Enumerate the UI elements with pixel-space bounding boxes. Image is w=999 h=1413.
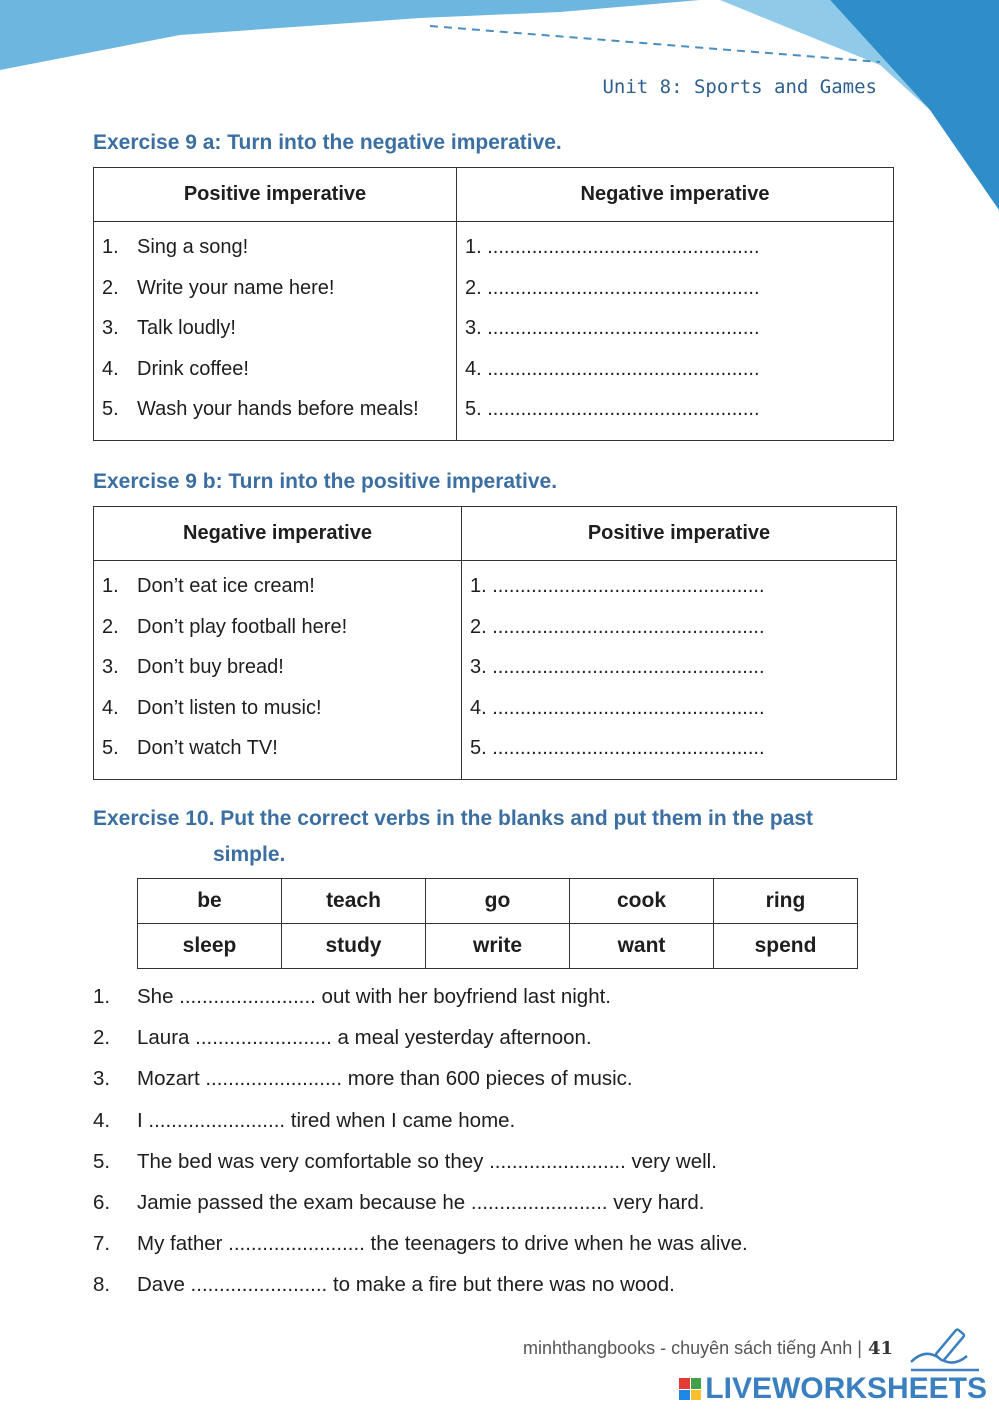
- answers-cell: [457, 222, 894, 441]
- list-item: 2. Don’t play football here!: [102, 615, 348, 638]
- answer-blank[interactable]: 2. .................................................: [465, 276, 760, 299]
- liveworksheets-logo[interactable]: [679, 1372, 987, 1406]
- exercise-9b-heading: Exercise 9 b: Turn into the positive imperative.: [93, 470, 558, 493]
- sentence-item[interactable]: 7. My father ........................ the teenagers to drive when he was alive.: [93, 1232, 748, 1256]
- verb-cell: write: [426, 924, 570, 969]
- answers-cell: [462, 561, 897, 780]
- page-number: 41: [867, 1338, 893, 1359]
- list-item: 4. Drink coffee!: [102, 357, 249, 380]
- answer-blank[interactable]: 4. .................................................: [465, 357, 760, 380]
- sentence-item[interactable]: 1. She ........................ out with her boyfriend last night.: [93, 985, 612, 1008]
- exercise-9a-table: [93, 167, 894, 441]
- verb-cell: study: [282, 924, 426, 969]
- liveworksheets-icon: [679, 1378, 701, 1400]
- verb-cell: spend: [714, 924, 858, 969]
- sentence-item[interactable]: 2. Laura ........................ a meal yesterday afternoon.: [93, 1026, 592, 1050]
- verb-cell: ring: [714, 879, 858, 924]
- column-header: Negative imperative: [94, 507, 462, 561]
- verb-cell: teach: [282, 879, 426, 924]
- list-item: 4. Don’t listen to music!: [102, 696, 322, 719]
- sentence-item[interactable]: 5. The bed was very comfortable so they ........................ very well.: [93, 1149, 717, 1173]
- answer-blank[interactable]: 1. .................................................: [465, 236, 760, 258]
- verb-bank: [137, 878, 858, 969]
- column-header: Positive imperative: [462, 507, 897, 561]
- exercise-9a-heading: Exercise 9 a: Turn into the negative imperative.: [93, 131, 562, 154]
- exercise-10-heading-cont: simple.: [213, 843, 286, 866]
- sentence-item[interactable]: 3. Mozart ........................ more than 600 pieces of music.: [93, 1067, 633, 1091]
- sentence-item[interactable]: 4. I ........................ tired when I came home.: [93, 1108, 516, 1132]
- list-item: 1. Sing a song!: [102, 236, 249, 258]
- list-item: 2. Write your name here!: [102, 276, 335, 299]
- sentence-item[interactable]: 6. Jamie passed the exam because he ........................ very hard.: [93, 1190, 705, 1214]
- answer-blank[interactable]: 3. .................................................: [465, 317, 760, 339]
- page-footer: [523, 1338, 893, 1359]
- answer-blank[interactable]: 2. .................................................: [470, 615, 765, 638]
- answer-blank[interactable]: 1. .................................................: [470, 575, 765, 597]
- verb-cell: be: [138, 879, 282, 924]
- liveworksheets-brand: LIVEWORKSHEETS: [705, 1372, 987, 1405]
- verb-cell: go: [426, 879, 570, 924]
- items-cell: [94, 222, 457, 441]
- verb-cell: sleep: [138, 924, 282, 969]
- column-header: Positive imperative: [94, 168, 457, 222]
- exercise-10-heading: Exercise 10. Put the correct verbs in the blanks and put them in the past: [93, 807, 814, 830]
- unit-title: Unit 8: Sports and Games: [602, 76, 877, 98]
- answer-blank[interactable]: 5. .................................................: [470, 737, 765, 759]
- items-cell: [94, 561, 462, 780]
- sentence-list: [93, 980, 748, 1310]
- answer-blank[interactable]: 3. .................................................: [470, 656, 765, 678]
- list-item: 1. Don’t eat ice cream!: [102, 575, 315, 597]
- sentence-item[interactable]: 8. Dave ........................ to make a fire but there was no wood.: [93, 1273, 675, 1297]
- pen-writing-icon: [905, 1318, 985, 1374]
- list-item: 5. Don’t watch TV!: [102, 737, 278, 759]
- publisher-label: minhthangbooks - chuyên sách tiếng Anh |: [523, 1338, 862, 1358]
- exercise-9b-table: [93, 506, 897, 780]
- answer-blank[interactable]: 4. .................................................: [470, 696, 765, 719]
- verb-cell: cook: [570, 879, 714, 924]
- list-item: 5. Wash your hands before meals!: [102, 398, 419, 420]
- list-item: 3. Talk loudly!: [102, 317, 236, 339]
- list-item: 3. Don’t buy bread!: [102, 656, 284, 678]
- column-header: Negative imperative: [457, 168, 894, 222]
- verb-cell: want: [570, 924, 714, 969]
- answer-blank[interactable]: 5. .................................................: [465, 398, 760, 420]
